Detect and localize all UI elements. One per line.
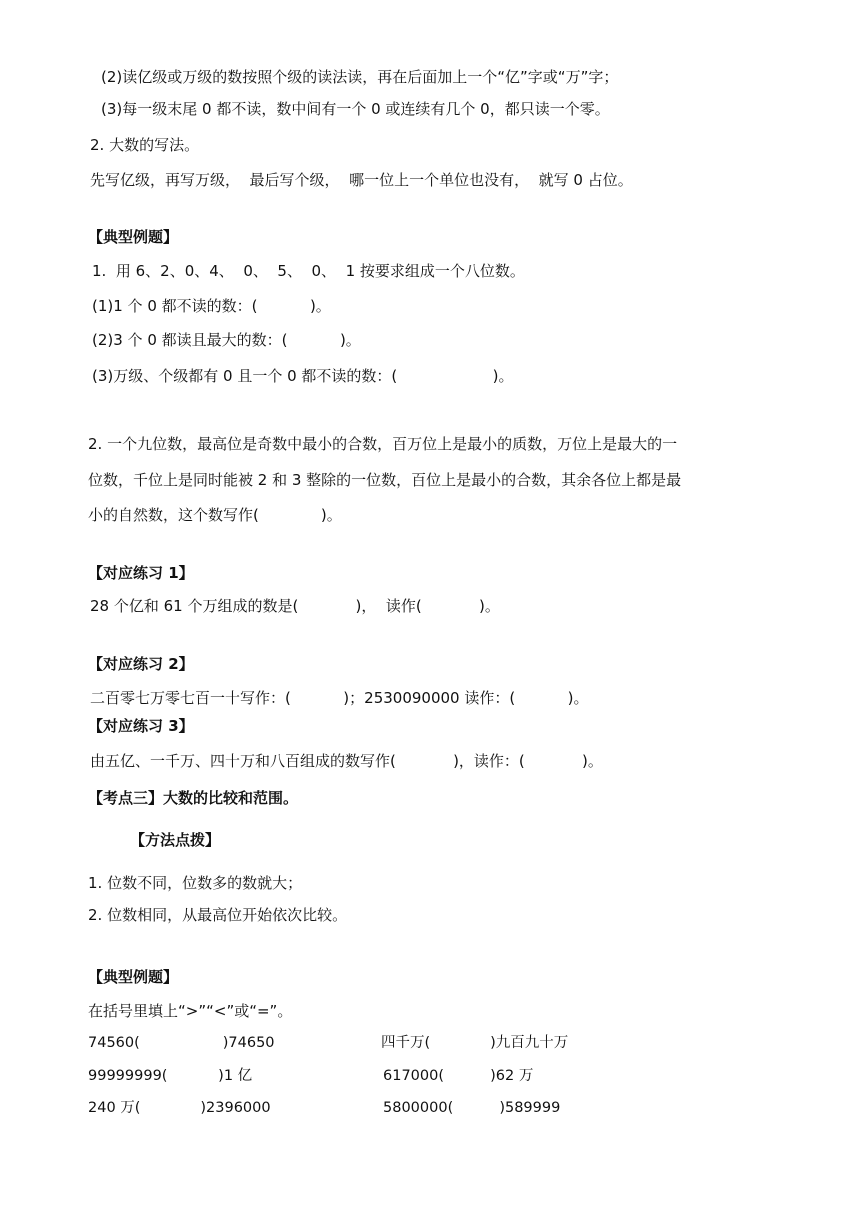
method-rule-2: 2. 位数相同，从最高位开始依次比较。 <box>88 906 348 924</box>
example-question-1-part-1: (1)1 个 0 都不读的数：( )。 <box>92 297 331 315</box>
example-question-2-line-1: 2. 一个九位数，最高位是奇数中最小的合数，百万位上是最小的质数，万位上是最大的一 <box>88 435 678 453</box>
example-question-1-part-2: (2)3 个 0 都读且最大的数：( )。 <box>92 331 361 349</box>
section-heading-practice-3: 【对应练习 3】 <box>88 717 194 735</box>
comparison-item-1: 74560( )74650 <box>88 1035 275 1051</box>
comparison-item-3: 99999999( )1 亿 <box>88 1068 253 1084</box>
comparison-item-6: 5800000( )589999 <box>383 1100 561 1116</box>
example-question-2-line-3: 小的自然数，这个数写作( )。 <box>88 506 342 524</box>
section-heading-practice-1: 【对应练习 1】 <box>88 564 194 582</box>
practice-3-question: 由五亿、一千万、四十万和八百组成的数写作( )，读作：( )。 <box>90 752 603 770</box>
section-heading-topic-3: 【考点三】大数的比较和范围。 <box>88 789 299 807</box>
section-heading-practice-2: 【对应练习 2】 <box>88 655 194 673</box>
comparison-item-5: 240 万( )2396000 <box>88 1100 271 1116</box>
comparison-instruction: 在括号里填上“>”“<”或“=”。 <box>88 1002 293 1020</box>
section-heading-method: 【方法点拨】 <box>130 831 221 849</box>
section-heading-example-2: 【典型例题】 <box>88 968 179 986</box>
line-writing-rule: 先写亿级，再写万级， 最后写个级， 哪一位上一个单位也没有， 就写 0 占位。 <box>90 171 633 189</box>
example-question-1: 1. 用 6、2、0、4、 0、 5、 0、 1 按要求组成一个八位数。 <box>92 262 525 280</box>
comparison-item-2: 四千万( )九百九十万 <box>381 1035 569 1051</box>
section-heading-example: 【典型例题】 <box>88 228 179 246</box>
example-question-1-part-3: (3)万级、个级都有 0 且一个 0 都不读的数：( )。 <box>92 367 514 385</box>
comparison-item-4: 617000( )62 万 <box>383 1068 534 1084</box>
line-writing-heading: 2. 大数的写法。 <box>90 136 200 154</box>
method-rule-1: 1. 位数不同，位数多的数就大； <box>88 874 303 892</box>
line-reading-rule-3: (3)每一级末尾 0 都不读，数中间有一个 0 或连续有几个 0，都只读一个零。 <box>101 100 610 118</box>
practice-1-question: 28 个亿和 61 个万组成的数是( )， 读作( )。 <box>90 597 500 615</box>
practice-2-question: 二百零七万零七百一十写作：( )；2530090000 读作：( )。 <box>90 689 589 707</box>
example-question-2-line-2: 位数，千位上是同时能被 2 和 3 整除的一位数，百位上是最小的合数，其余各位上都是最 <box>88 471 682 489</box>
line-reading-rule-2: (2)读亿级或万级的数按照个级的读法读，再在后面加上一个“亿”字或“万”字； <box>101 68 619 86</box>
